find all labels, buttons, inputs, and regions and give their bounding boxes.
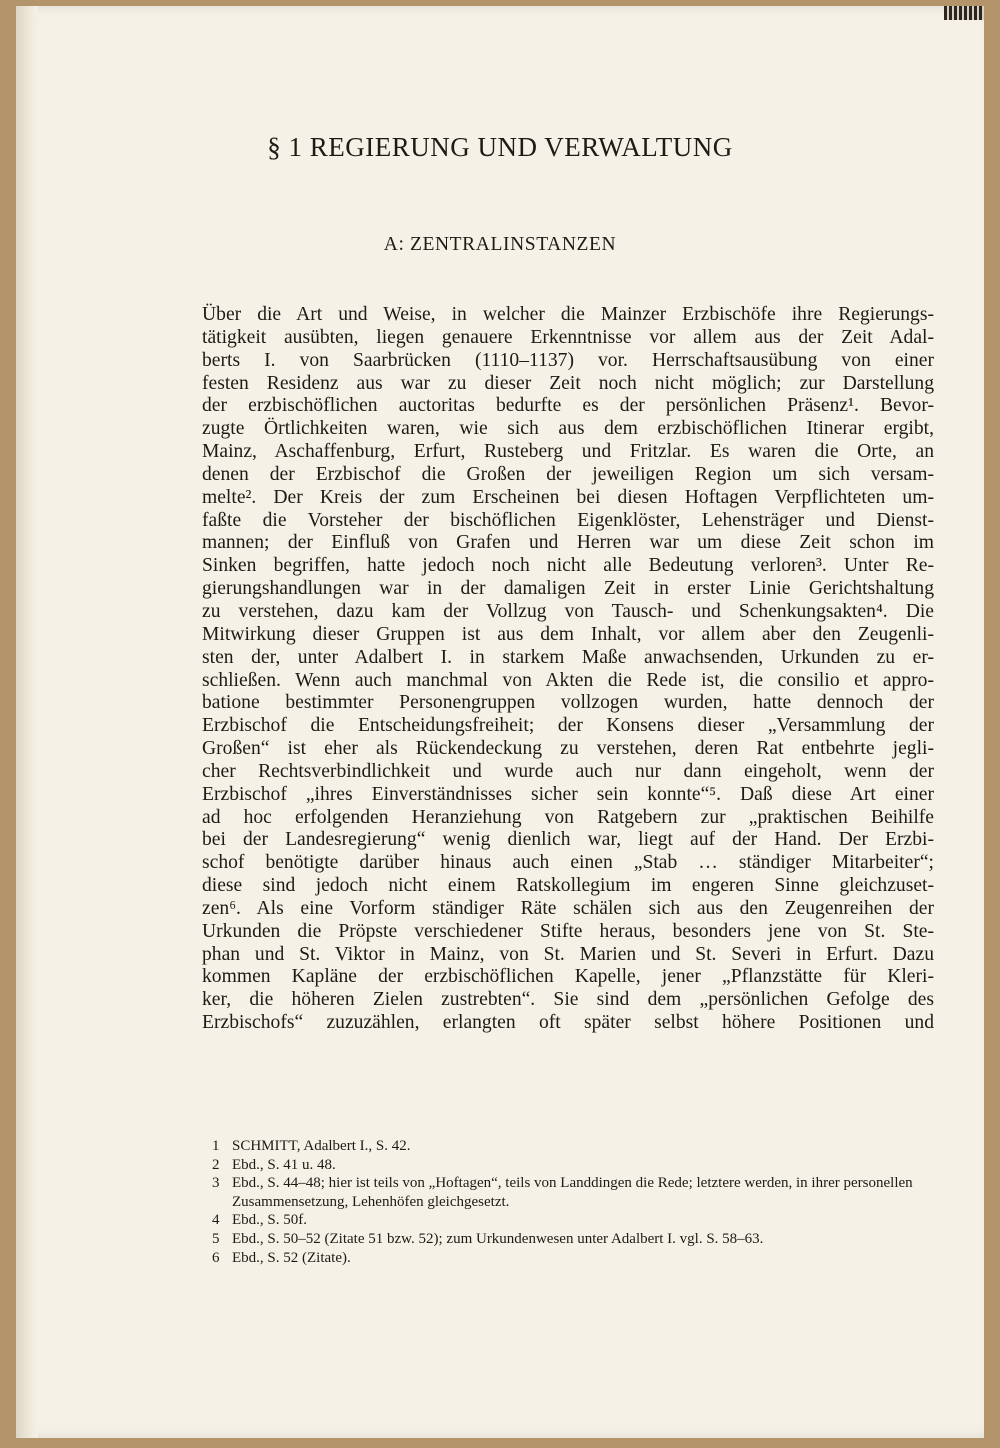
body-line: batione bestimmter Personengruppen vollzogen wurden, hatte dennoch der	[202, 692, 934, 714]
footnote-number: 2	[212, 1156, 220, 1173]
footnotes	[212, 1137, 934, 1267]
footnote-number: 5	[212, 1230, 220, 1247]
footnote-text: Ebd., S. 52 (Zitate).	[232, 1249, 351, 1266]
body-line: der erzbischöflichen auctoritas bedurfte es der persönlichen Präsenz¹. Bevor-	[202, 395, 934, 417]
body-line: kommen Kapläne der erzbischöflichen Kapelle, jener „Pflanzstätte für Kleri-	[202, 966, 934, 988]
body-line: Urkunden die Pröpste verschiedener Stifte heraus, besonders jene von St. Ste-	[202, 920, 934, 942]
page-gutter	[16, 6, 38, 1438]
body-line: gierungshandlungen war in der damaligen Zeit in erster Linie Gerichtshaltung	[202, 578, 934, 600]
footnote-number: 1	[212, 1138, 220, 1154]
footnote	[212, 1174, 934, 1211]
body-line: Mitwirkung dieser Gruppen ist aus dem Inhalt, vor allem aber den Zeugenli-	[202, 623, 934, 645]
body-line: sten der, unter Adalbert I. in starkem Maße anwachsenden, Urkunden zu er-	[202, 646, 934, 668]
footnote	[212, 1249, 934, 1268]
body-line: mannen; der Einfluß von Grafen und Herren war um diese Zeit schon im	[202, 532, 934, 554]
body-line: festen Residenz aus war zu dieser Zeit noch nicht möglich; zur Darstellung	[202, 372, 934, 394]
footnote-number: 3	[212, 1175, 220, 1192]
footnote-text: Ebd., S. 41 u. 48.	[232, 1156, 336, 1173]
body-line: melte². Der Kreis der zum Erscheinen bei diesen Hoftagen Verpflichteten um-	[202, 486, 934, 508]
subsection-heading: A: ZENTRALINSTANZEN	[383, 234, 617, 255]
footnote-number: 4	[212, 1212, 220, 1229]
footnote-text: Ebd., S. 50–52 (Zitate 51 bzw. 52); zum Urkundenwesen unter Adalbert I. vgl. S. 58–63.	[232, 1230, 764, 1247]
footnote	[212, 1230, 934, 1249]
body-line: bei der Landesregierung“ wenig dienlich war, liegt auf der Hand. Der Erzbi-	[202, 829, 934, 851]
body-line: tätigkeit ausübten, liegen genauere Erkenntnisse vor allem aus der Zeit Adal-	[202, 326, 934, 348]
body-line: Über die Art und Weise, in welcher die Mainzer Erzbischöfe ihre Regierungs-	[202, 304, 934, 325]
body-line: ker, die höheren Zielen zustrebten“. Sie sind dem „persönlichen Gefolge des	[202, 989, 934, 1011]
body-line: Erzbischof die Entscheidungsfreiheit; der Konsens dieser „Versammlung der	[202, 715, 934, 737]
footnote-text: Ebd., S. 50f.	[232, 1212, 307, 1229]
body-line: schließen. Wenn auch manchmal von Akten die Rede ist, die consilio et appro-	[202, 669, 934, 691]
body-line: faßte die Vorsteher der bischöflichen Eigenklöster, Lehensträger und Dienst-	[202, 509, 934, 531]
footnote	[212, 1156, 934, 1175]
section-heading: § 1 REGIERUNG UND VERWALTUNG	[267, 132, 733, 162]
body-line: Sinken begriffen, hatte jedoch noch nicht alle Bedeutung verloren³. Unter Re-	[202, 555, 934, 577]
body-line: schof benötigte darüber hinaus auch einen „Stab … ständiger Mitarbeiter“;	[202, 852, 934, 874]
body-line: zen⁶. Als eine Vorform ständiger Räte schälen sich aus den Zeugenreihen der	[202, 897, 934, 919]
body-line: Erzbischof „ihres Einverständnisses sicher sein konnte“⁵. Daß diese Art einer	[202, 783, 934, 805]
body-line: zugte Örtlichkeiten waren, wie sich aus dem erzbischöflichen Itinerar ergibt,	[202, 418, 934, 440]
footnote	[212, 1137, 934, 1156]
footnote-text: Ebd., S. 44–48; hier ist teils von „Hoftagen“, teils von Landdingen die Rede; letztere werden, in ihrer personellen Zusammensetzung, Lehenhöfen gleichgesetzt.	[232, 1175, 913, 1210]
footnote-number: 6	[212, 1249, 220, 1266]
footnote	[212, 1211, 934, 1230]
body-text	[202, 304, 934, 1035]
footnote-text: SCHMITT, Adalbert I., S. 42.	[232, 1138, 411, 1154]
body-line: Erzbischofs“ zuzuzählen, erlangten oft später selbst höhere Positionen und	[202, 1012, 934, 1034]
book-page	[16, 6, 984, 1438]
body-line: Großen“ ist eher als Rückendeckung zu verstehen, deren Rat entbehrte jegli-	[202, 738, 934, 760]
body-line: denen der Erzbischof die Großen der jeweiligen Region um sich versam-	[202, 463, 934, 485]
body-line: cher Rechtsverbindlichkeit und wurde auch nur dann eingeholt, wenn der	[202, 760, 934, 782]
body-line: zu verstehen, dazu kam der Vollzug von Tausch- und Schenkungsakten⁴. Die	[202, 600, 934, 622]
body-line: ad hoc erfolgenden Heranziehung von Ratgebern zur „praktischen Beihilfe	[202, 806, 934, 828]
body-line: Mainz, Aschaffenburg, Erfurt, Rusteberg und Fritzlar. Es waren die Orte, an	[202, 441, 934, 463]
body-line: phan und St. Viktor in Mainz, von St. Marien und St. Severi in Erfurt. Dazu	[202, 943, 934, 965]
body-line: diese sind jedoch nicht einem Ratskollegium im engeren Sinne gleichzuset-	[202, 875, 934, 897]
page-corner-strip	[944, 6, 984, 20]
body-line: berts I. von Saarbrücken (1110–1137) vor. Herrschaftsausübung von einer	[202, 349, 934, 371]
